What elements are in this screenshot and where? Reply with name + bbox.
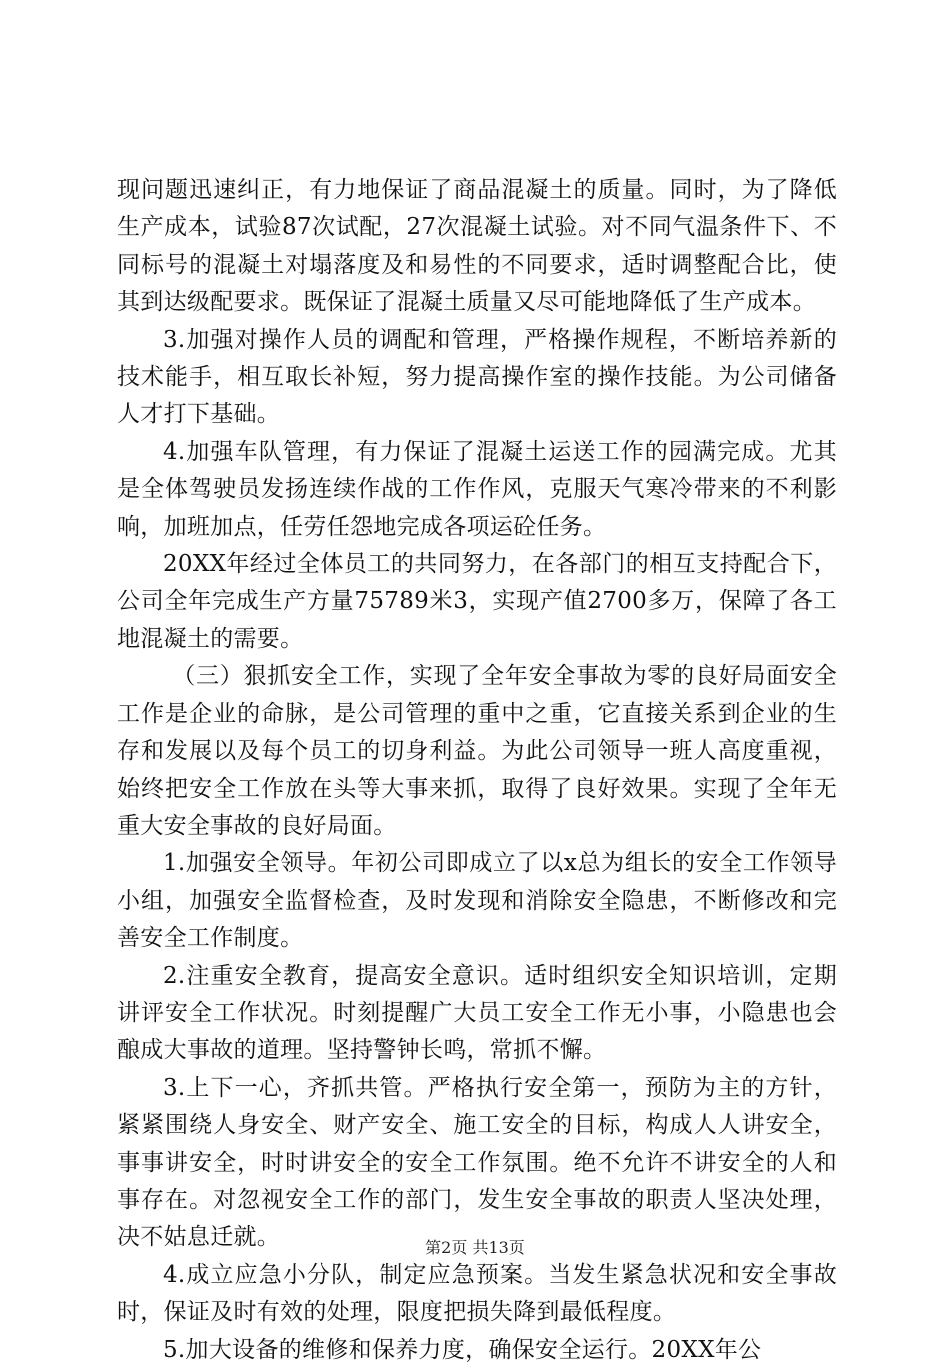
paragraph-item-3-staff: 3.加强对操作人员的调配和管理，严格操作规程，不断培养新的技术能手，相互取长补短，努力提高操作室的操作技能。为公司储备人才打下基础。 xyxy=(117,326,837,428)
paragraph-safety-item-2: 2.注重安全教育，提高安全意识。适时组织安全知识培训，定期讲评安全工作状况。时刻提醒广大员工安全工作无小事，小隐患也会酿成大事故的道理。坚持警钟长鸣，常抓不懈。 xyxy=(117,962,837,1064)
paragraph-safety-item-1: 1.加强安全领导。年初公司即成立了以x总为组长的安全工作领导小组，加强安全监督检查，及时发现和消除安全隐患，不断修改和完善安全工作制度。 xyxy=(117,850,837,952)
paragraph-safety-item-3: 3.上下一心，齐抓共管。严格执行安全第一，预防为主的方针，紧紧围绕人身安全、财产安全、施工安全的目标，构成人人讲安全，事事讲安全，时时讲安全的安全工作氛围。绝不允许不讲安全的人和事存在。对忽视安全工作的部门，发生安全事故的职责人坚决处理，决不姑息迁就。 xyxy=(117,1074,837,1251)
page-number-footer: 第2页 共13页 xyxy=(425,1238,525,1257)
paragraph-item-4-fleet: 4.加强车队管理，有力保证了混凝土运送工作的园满完成。尤其是全体驾驶员发扬连续作战的工作作风，克服天气寒冷带来的不利影响，加班加点，任劳任怨地完成各项运砼任务。 xyxy=(117,438,837,540)
paragraph-safety-item-4: 4.成立应急小分队，制定应急预案。当发生紧急状况和安全事故时，保证及时有效的处理，限度把损失降到最低程度。 xyxy=(117,1261,837,1326)
paragraph-safety-item-5: 5.加大设备的维修和保养力度，确保安全运行。20XX年公 xyxy=(163,1336,762,1363)
paragraph-continuation: 现问题迅速纠正，有力地保证了商品混凝土的质量。同时，为了降低生产成本，试验87次试配，27次混凝土试验。对不同气温条件下、不同标号的混凝土对塌落度及和易性的不同要求，适时调整配合比，使其到达级配要求。既保证了混凝土质量又尽可能地降低了生产成本。 xyxy=(117,177,837,316)
paragraph-annual-output: 20XX年经过全体员工的共同努力，在各部门的相互支持配合下，公司全年完成生产方量75789米3，实现产值2700多万，保障了各工地混凝土的需要。 xyxy=(117,551,837,652)
paragraph-section-safety: （三）狠抓安全工作，实现了全年安全事故为零的良好局面安全工作是企业的命脉，是公司管理的重中之重，它直接关系到企业的生存和发展以及每个员工的切身利益。为此公司领导一班人高度重视，始终把安全工作放在头等大事来抓，取得了良好效果。实现了全年无重大安全事故的良好局面。 xyxy=(117,663,837,839)
document-body xyxy=(117,172,837,1369)
